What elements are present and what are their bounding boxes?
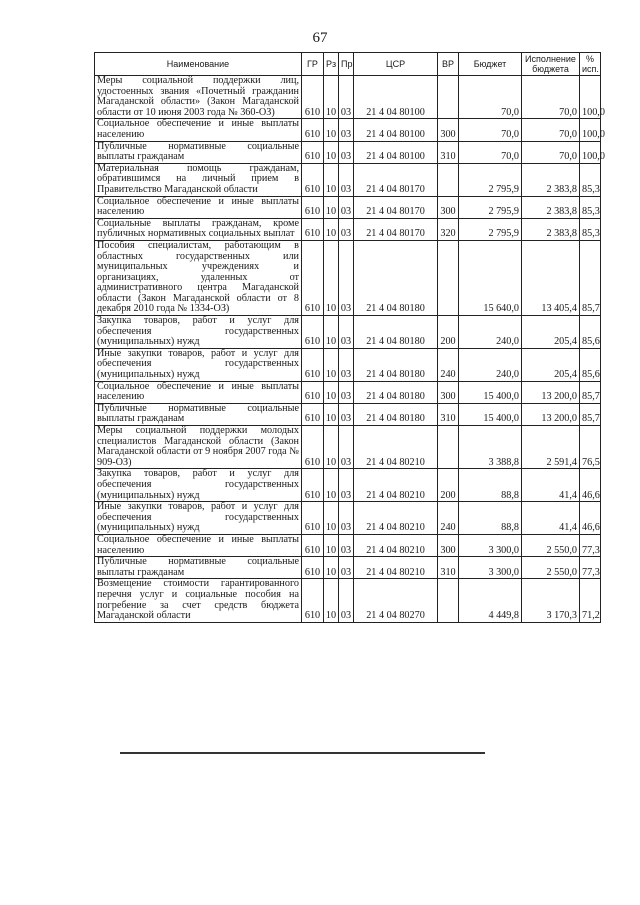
cell-rz: 10: [324, 579, 339, 622]
cell-pr: 03: [339, 163, 354, 196]
cell-pr: 03: [339, 381, 354, 403]
cell-budget: 2 795,9: [459, 163, 522, 196]
cell-rz: 10: [324, 469, 339, 502]
header-percent: % исп.: [580, 53, 601, 76]
cell-csr: 21 4 04 80210: [354, 469, 438, 502]
cell-percent: 85,6: [580, 348, 601, 381]
cell-name: Меры социальной поддержки молодых специалистов Магаданской области (Закон Магаданской области от 9 ноября 2007 года № 909-ОЗ): [95, 426, 302, 469]
cell-vr: 300: [438, 119, 459, 141]
cell-vr: 310: [438, 403, 459, 425]
cell-gr: 610: [302, 240, 324, 315]
cell-vr: 200: [438, 316, 459, 349]
cell-percent: 46,6: [580, 502, 601, 535]
cell-pr: 03: [339, 196, 354, 218]
cell-vr: 240: [438, 502, 459, 535]
cell-rz: 10: [324, 316, 339, 349]
cell-pr: 03: [339, 403, 354, 425]
table-row: [95, 316, 601, 349]
cell-pr: 03: [339, 218, 354, 240]
table-row: [95, 403, 601, 425]
cell-gr: 610: [302, 403, 324, 425]
cell-gr: 610: [302, 316, 324, 349]
cell-csr: 21 4 04 80270: [354, 579, 438, 622]
cell-pr: 03: [339, 534, 354, 556]
cell-percent: 85,7: [580, 381, 601, 403]
cell-pr: 03: [339, 557, 354, 579]
cell-percent: 46,6: [580, 469, 601, 502]
header-name: Наименование: [95, 53, 302, 76]
cell-execution: 2 383,8: [522, 196, 580, 218]
cell-vr: 310: [438, 141, 459, 163]
cell-gr: 610: [302, 579, 324, 622]
cell-execution: 2 550,0: [522, 557, 580, 579]
header-budget: Бюджет: [459, 53, 522, 76]
cell-vr: [438, 163, 459, 196]
cell-rz: 10: [324, 218, 339, 240]
cell-rz: 10: [324, 240, 339, 315]
cell-execution: 70,0: [522, 76, 580, 119]
cell-rz: 10: [324, 141, 339, 163]
cell-percent: 76,5: [580, 426, 601, 469]
cell-pr: 03: [339, 316, 354, 349]
cell-rz: 10: [324, 348, 339, 381]
page-number: 67: [312, 30, 328, 46]
cell-execution: 41,4: [522, 502, 580, 535]
cell-percent: 85,3: [580, 218, 601, 240]
cell-pr: 03: [339, 426, 354, 469]
cell-name: Материальная помощь гражданам, обратившимся на личный прием в Правительство Магаданской области: [95, 163, 302, 196]
cell-rz: 10: [324, 502, 339, 535]
cell-budget: 2 795,9: [459, 196, 522, 218]
cell-vr: 320: [438, 218, 459, 240]
cell-vr: [438, 240, 459, 315]
cell-execution: 205,4: [522, 316, 580, 349]
table-row: [95, 141, 601, 163]
cell-csr: 21 4 04 80170: [354, 163, 438, 196]
cell-pr: 03: [339, 579, 354, 622]
cell-vr: 300: [438, 534, 459, 556]
table-body: [95, 75, 605, 623]
cell-gr: 610: [302, 163, 324, 196]
table-row: [95, 196, 601, 218]
cell-csr: 21 4 04 80180: [354, 403, 438, 425]
cell-name: Возмещение стоимости гарантированного перечня услуг и социальные пособия на погребение за счет средств бюджета Магаданской области: [95, 579, 302, 622]
cell-gr: 610: [302, 196, 324, 218]
table-row: [95, 218, 601, 240]
cell-name: Публичные нормативные социальные выплаты гражданам: [95, 403, 302, 425]
cell-vr: [438, 426, 459, 469]
cell-budget: 3 388,8: [459, 426, 522, 469]
cell-name: Пособия специалистам, работающим в областных государственных или муниципальных учреждениях и организациях, удаленных от административного центра Магаданской области (Закон Магаданской области от 8 декабря 2010 года № 1334-ОЗ): [95, 240, 302, 315]
cell-rz: 10: [324, 403, 339, 425]
cell-execution: 3 170,3: [522, 579, 580, 622]
cell-gr: 610: [302, 348, 324, 381]
cell-name: Социальное обеспечение и иные выплаты населению: [95, 534, 302, 556]
cell-csr: 21 4 04 80180: [354, 316, 438, 349]
cell-execution: 13 200,0: [522, 381, 580, 403]
cell-gr: 610: [302, 119, 324, 141]
cell-percent: 85,3: [580, 196, 601, 218]
cell-csr: 21 4 04 80210: [354, 534, 438, 556]
cell-csr: 21 4 04 80100: [354, 76, 438, 119]
cell-execution: 2 591,4: [522, 426, 580, 469]
cell-percent: 100,0: [580, 141, 601, 163]
cell-execution: 2 383,8: [522, 163, 580, 196]
cell-vr: 300: [438, 381, 459, 403]
cell-rz: 10: [324, 534, 339, 556]
cell-rz: 10: [324, 557, 339, 579]
cell-execution: 13 200,0: [522, 403, 580, 425]
table-row: [95, 426, 601, 469]
cell-name: Закупка товаров, работ и услуг для обеспечения государственных (муниципальных) нужд: [95, 469, 302, 502]
cell-budget: 88,8: [459, 502, 522, 535]
table-row: [95, 381, 601, 403]
cell-csr: 21 4 04 80100: [354, 141, 438, 163]
cell-name: Социальное обеспечение и иные выплаты населению: [95, 381, 302, 403]
table-row: [95, 557, 601, 579]
cell-budget: 4 449,8: [459, 579, 522, 622]
cell-execution: 70,0: [522, 141, 580, 163]
cell-pr: 03: [339, 502, 354, 535]
cell-percent: 71,2: [580, 579, 601, 622]
cell-percent: 85,7: [580, 403, 601, 425]
cell-execution: 41,4: [522, 469, 580, 502]
table-header-row: [95, 53, 601, 76]
cell-budget: 15 400,0: [459, 403, 522, 425]
header-rz: Рз: [324, 53, 339, 76]
cell-percent: 85,7: [580, 240, 601, 315]
cell-rz: 10: [324, 163, 339, 196]
cell-budget: 3 300,0: [459, 557, 522, 579]
cell-vr: 240: [438, 348, 459, 381]
table-row: [95, 469, 601, 502]
cell-budget: 240,0: [459, 348, 522, 381]
cell-csr: 21 4 04 80100: [354, 119, 438, 141]
cell-csr: 21 4 04 80180: [354, 348, 438, 381]
header-csr: ЦСР: [354, 53, 438, 76]
cell-name: Публичные нормативные социальные выплаты гражданам: [95, 557, 302, 579]
table-row: [95, 502, 601, 535]
cell-vr: [438, 76, 459, 119]
cell-csr: 21 4 04 80180: [354, 240, 438, 315]
cell-execution: 2 383,8: [522, 218, 580, 240]
cell-vr: 200: [438, 469, 459, 502]
cell-budget: 15 400,0: [459, 381, 522, 403]
cell-gr: 610: [302, 557, 324, 579]
table-row: [95, 240, 601, 315]
cell-gr: 610: [302, 469, 324, 502]
cell-gr: 610: [302, 426, 324, 469]
cell-budget: 88,8: [459, 469, 522, 502]
table-row: [95, 119, 601, 141]
cell-execution: 2 550,0: [522, 534, 580, 556]
header-execution: Исполнение бюджета: [522, 53, 580, 76]
cell-rz: 10: [324, 76, 339, 119]
cell-gr: 610: [302, 218, 324, 240]
table-row: [95, 348, 601, 381]
cell-csr: 21 4 04 80180: [354, 381, 438, 403]
cell-percent: 77,3: [580, 534, 601, 556]
cell-execution: 70,0: [522, 119, 580, 141]
cell-percent: 100,0: [580, 76, 601, 119]
cell-csr: 21 4 04 80210: [354, 557, 438, 579]
cell-percent: 77,3: [580, 557, 601, 579]
table-row: [95, 163, 601, 196]
cell-pr: 03: [339, 348, 354, 381]
footer-rule: [120, 752, 485, 754]
cell-rz: 10: [324, 426, 339, 469]
cell-rz: 10: [324, 196, 339, 218]
cell-budget: 70,0: [459, 76, 522, 119]
cell-vr: 310: [438, 557, 459, 579]
header-vr: ВР: [438, 53, 459, 76]
cell-csr: 21 4 04 80170: [354, 218, 438, 240]
cell-name: Публичные нормативные социальные выплаты гражданам: [95, 141, 302, 163]
cell-rz: 10: [324, 381, 339, 403]
header-pr: Пр: [339, 53, 354, 76]
cell-execution: 205,4: [522, 348, 580, 381]
cell-gr: 610: [302, 502, 324, 535]
cell-name: Меры социальной поддержки лиц, удостоенных звания «Почетный гражданин Магаданской области» (Закон Магаданской области от 10 июня 2003 года № 360-ОЗ): [95, 76, 302, 119]
cell-csr: 21 4 04 80170: [354, 196, 438, 218]
cell-name: Социальные выплаты гражданам, кроме публичных нормативных социальных выплат: [95, 218, 302, 240]
cell-name: Социальное обеспечение и иные выплаты населению: [95, 119, 302, 141]
budget-table: [94, 52, 605, 623]
table-row: [95, 76, 601, 119]
cell-execution: 13 405,4: [522, 240, 580, 315]
cell-budget: 70,0: [459, 141, 522, 163]
cell-gr: 610: [302, 381, 324, 403]
cell-csr: 21 4 04 80210: [354, 502, 438, 535]
cell-name: Закупка товаров, работ и услуг для обеспечения государственных (муниципальных) нужд: [95, 316, 302, 349]
cell-pr: 03: [339, 240, 354, 315]
cell-pr: 03: [339, 141, 354, 163]
cell-budget: 15 640,0: [459, 240, 522, 315]
header-gr: ГР: [302, 53, 324, 76]
cell-vr: [438, 579, 459, 622]
cell-budget: 70,0: [459, 119, 522, 141]
cell-gr: 610: [302, 141, 324, 163]
cell-percent: 85,3: [580, 163, 601, 196]
cell-budget: 2 795,9: [459, 218, 522, 240]
cell-gr: 610: [302, 534, 324, 556]
cell-percent: 100,0: [580, 119, 601, 141]
cell-vr: 300: [438, 196, 459, 218]
cell-name: Иные закупки товаров, работ и услуг для обеспечения государственных (муниципальных) нужд: [95, 502, 302, 535]
cell-rz: 10: [324, 119, 339, 141]
cell-percent: 85,6: [580, 316, 601, 349]
cell-csr: 21 4 04 80210: [354, 426, 438, 469]
cell-budget: 240,0: [459, 316, 522, 349]
cell-pr: 03: [339, 76, 354, 119]
cell-pr: 03: [339, 469, 354, 502]
table-row: [95, 534, 601, 556]
cell-name: Иные закупки товаров, работ и услуг для обеспечения государственных (муниципальных) нужд: [95, 348, 302, 381]
cell-pr: 03: [339, 119, 354, 141]
cell-budget: 3 300,0: [459, 534, 522, 556]
cell-gr: 610: [302, 76, 324, 119]
cell-name: Социальное обеспечение и иные выплаты населению: [95, 196, 302, 218]
table-row: [95, 579, 601, 622]
